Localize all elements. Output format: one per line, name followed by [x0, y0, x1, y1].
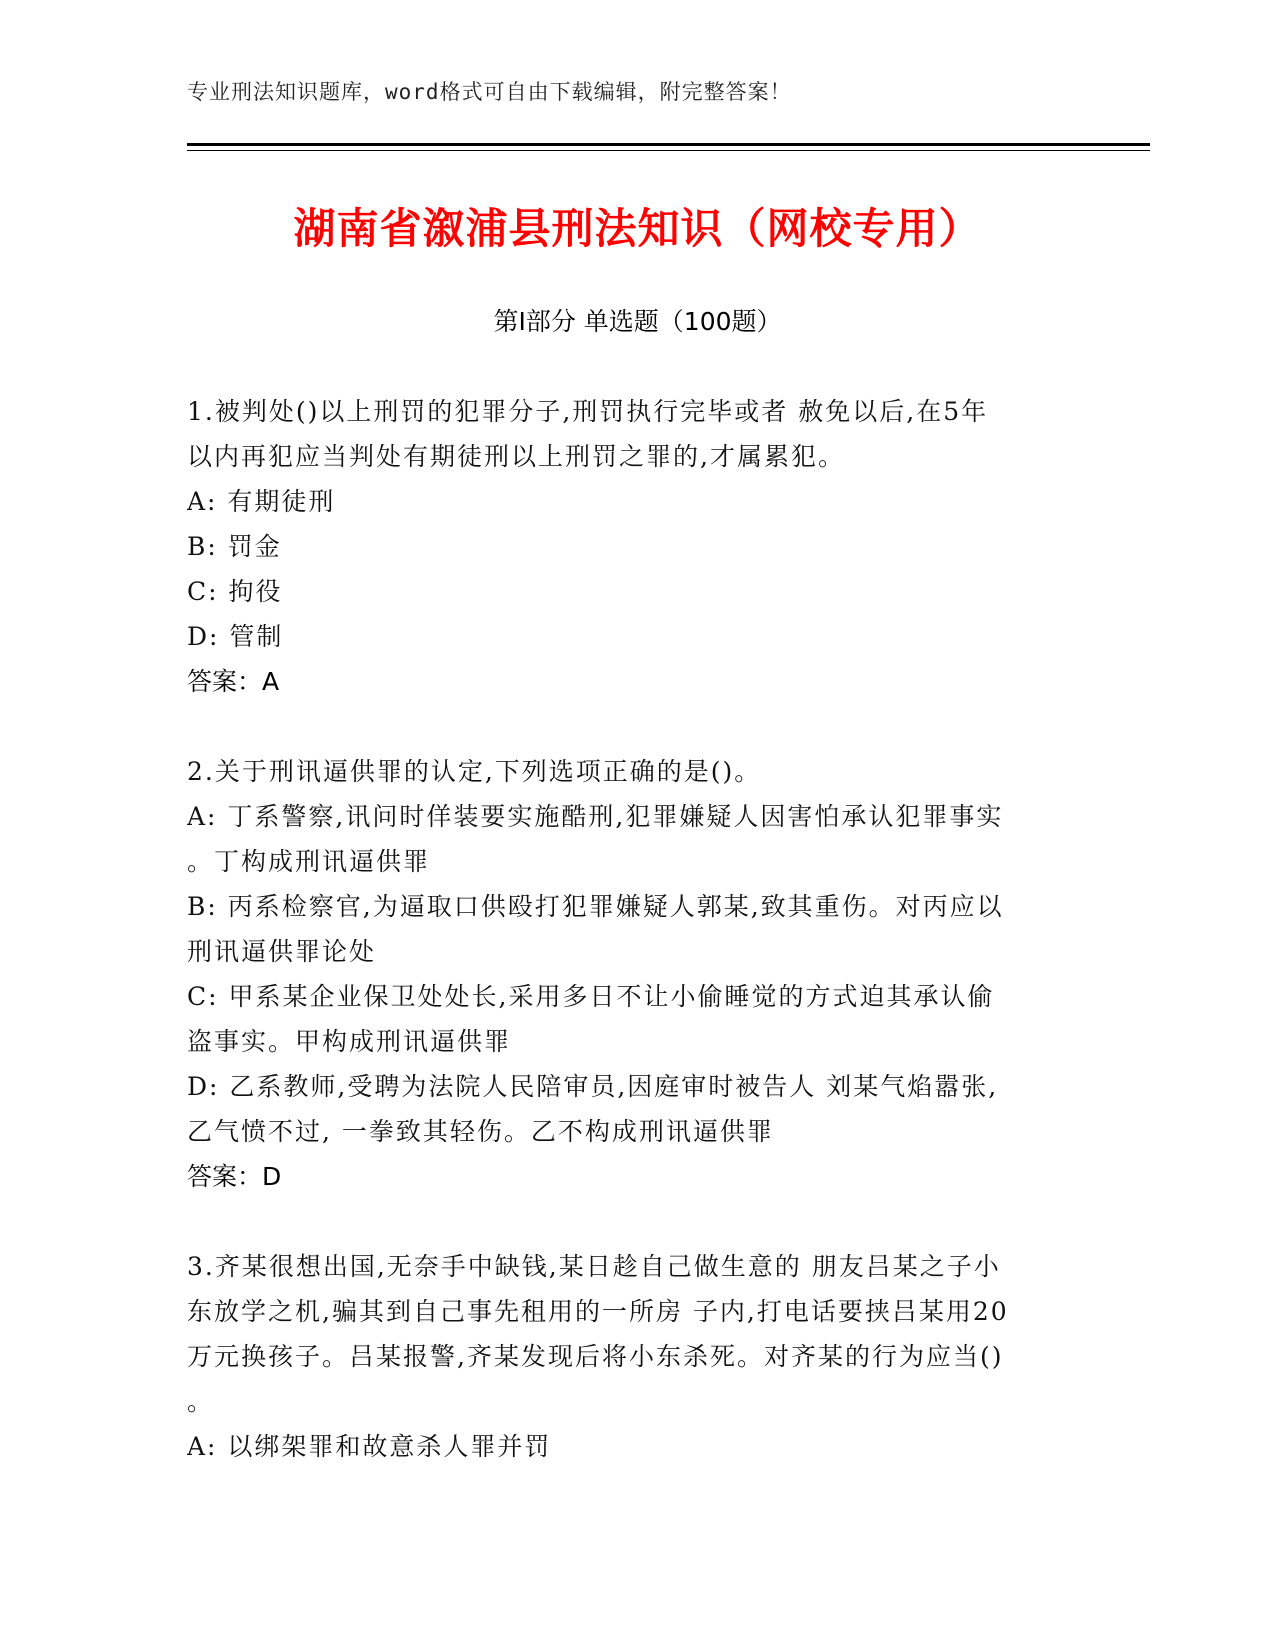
header-note: 专业刑法知识题库，word格式可自由下载编辑，附完整答案！ [187, 80, 792, 104]
question-list [187, 389, 1087, 1469]
option-a: A: 以绑架罪和故意杀人罪并罚 [187, 1432, 552, 1461]
option-b-continued: 刑讯逼供罪论处 [187, 937, 377, 966]
question-stem-line: 万元换孩子。吕某报警,齐某发现后将小东杀死。对齐某的行为应当() [187, 1342, 1004, 1371]
option-c: C: 甲系某企业保卫处处长,采用多日不让小偷睡觉的方式迫其承认偷 [187, 982, 995, 1011]
option-c: C: 拘役 [187, 577, 283, 606]
document-title: 湖南省溆浦县刑法知识（网校专用） [293, 204, 982, 253]
question-stem-line: 1.被判处()以上刑罚的犯罪分子,刑罚执行完毕或者 赦免以后,在5年 [187, 397, 989, 426]
section-title: 第Ⅰ部分 单选题（100题） [493, 307, 782, 336]
option-a: A: 有期徒刑 [187, 487, 336, 516]
question-stem-line: 3.齐某很想出国,无奈手中缺钱,某日趁自己做生意的 朋友吕某之子小 [187, 1252, 1001, 1281]
question-2 [187, 749, 1087, 1199]
answer-line: 答案：A [187, 667, 280, 696]
question-stem-line: 2.关于刑讯逼供罪的认定,下列选项正确的是()。 [187, 757, 762, 786]
option-a-continued: 。丁构成刑讯逼供罪 [187, 847, 431, 876]
spacer [187, 704, 1087, 749]
spacer [187, 1199, 1087, 1244]
question-stem-line: 。 [187, 1387, 215, 1416]
answer-line: 答案：D [187, 1162, 282, 1191]
header-rule-thick [187, 143, 1150, 146]
header-rule-thin [187, 150, 1150, 151]
question-1 [187, 389, 1087, 704]
option-b: B: 罚金 [187, 532, 282, 561]
option-d-continued: 乙气愤不过, 一拳致其轻伤。乙不构成刑讯逼供罪 [187, 1117, 774, 1146]
question-3 [187, 1244, 1087, 1469]
option-a: A: 丁系警察,讯问时佯装要实施酷刑,犯罪嫌疑人因害怕承认犯罪事实 [187, 802, 1004, 831]
option-d: D: 管制 [187, 622, 284, 651]
option-d: D: 乙系教师,受聘为法院人民陪审员,因庭审时被告人 刘某气焰嚣张, [187, 1072, 999, 1101]
question-stem-line: 以内再犯应当判处有期徒刑以上刑罚之罪的,才属累犯。 [187, 442, 845, 471]
question-stem-line: 东放学之机,骗其到自己事先租用的一所房 子内,打电话要挟吕某用20 [187, 1297, 1009, 1326]
option-b: B: 丙系检察官,为逼取口供殴打犯罪嫌疑人郭某,致其重伤。对丙应以 [187, 892, 1004, 921]
option-c-continued: 盗事实。甲构成刑讯逼供罪 [187, 1027, 512, 1056]
